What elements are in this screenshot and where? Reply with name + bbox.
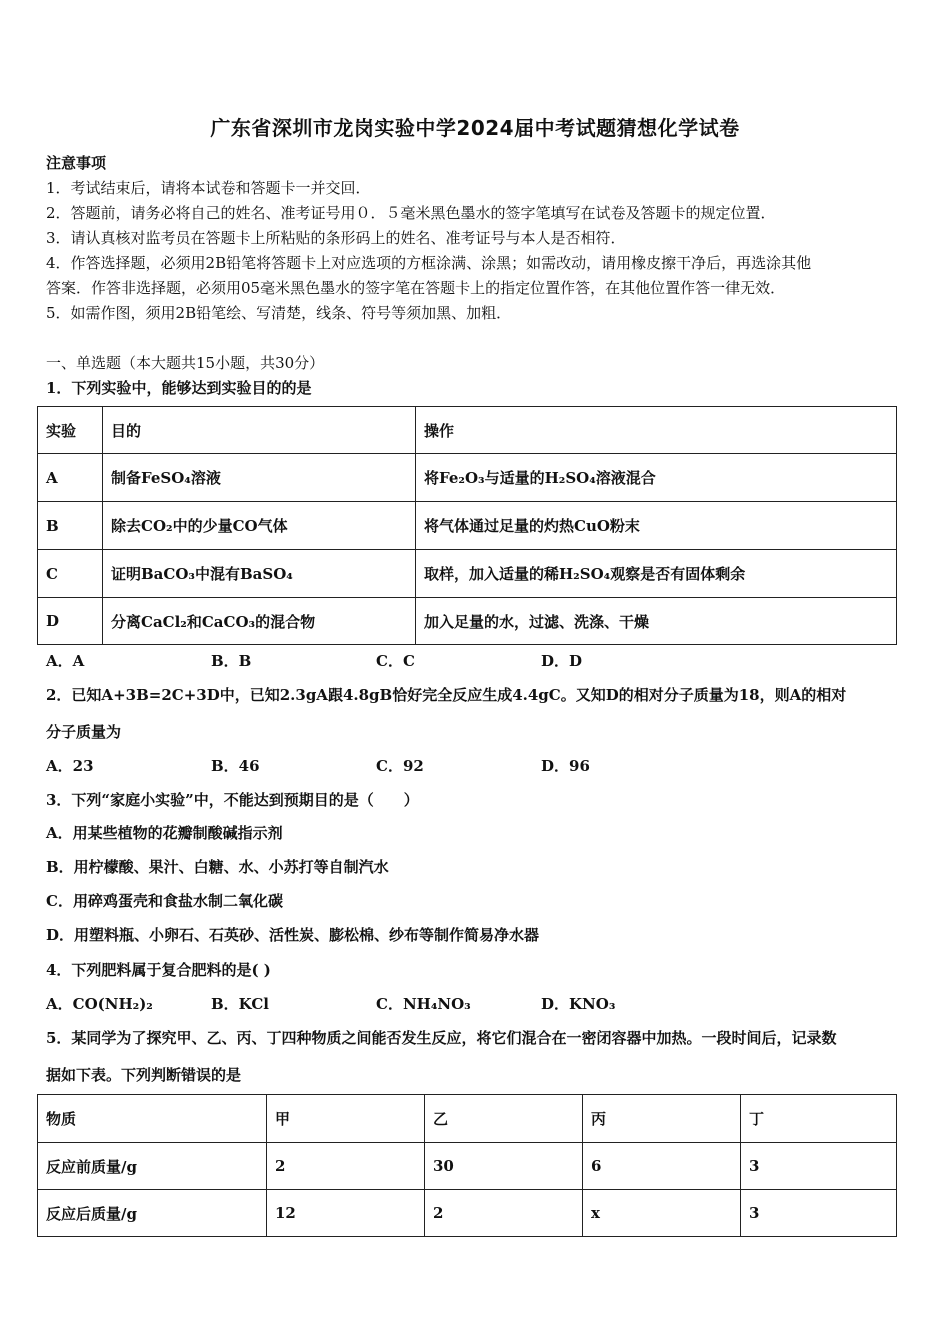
q4-stem: 4．下列肥料属于复合肥料的是( ) bbox=[46, 961, 271, 979]
header-cell: 操作 bbox=[416, 407, 897, 454]
q2-stem-cont: 分子质量为 bbox=[46, 723, 122, 741]
q4-option-a: A．CO(NH₂)₂ bbox=[46, 995, 153, 1013]
q2-option-c: C．92 bbox=[376, 757, 424, 775]
q3-option-b: B．用柠檬酸、果汁、白糖、水、小苏打等自制汽水 bbox=[46, 858, 389, 876]
table-row bbox=[38, 454, 897, 502]
table-cell: 反应后质量/g bbox=[38, 1190, 267, 1237]
q4-option-b: B．KCl bbox=[211, 995, 269, 1013]
table-row bbox=[38, 598, 897, 645]
table-header-row bbox=[38, 1095, 897, 1143]
notice-heading: 注意事项 bbox=[46, 154, 107, 172]
q1-stem: 1．下列实验中，能够达到实验目的的是 bbox=[46, 379, 312, 397]
table-cell: x bbox=[583, 1190, 741, 1237]
table-header-row bbox=[38, 407, 897, 454]
q3-option-a: A．用某些植物的花瓣制酸碱指示剂 bbox=[46, 824, 283, 842]
table-cell: 3 bbox=[741, 1143, 897, 1190]
row-operation: 加入足量的水，过滤、洗涤、干燥 bbox=[416, 598, 897, 645]
notice-item: 4．作答选择题，必须用2B铅笔将答题卡上对应选项的方框涂满、涂黑；如需改动，请用橡皮擦干净后，再选涂其他 bbox=[46, 254, 812, 272]
row-purpose: 证明BaCO₃中混有BaSO₄ bbox=[103, 550, 416, 598]
notice-item: 3．请认真核对监考员在答题卡上所粘贴的条形码上的姓名、准考证号与本人是否相符． bbox=[46, 229, 626, 247]
q5-table bbox=[37, 1094, 897, 1237]
row-label: B bbox=[38, 502, 103, 550]
row-label: C bbox=[38, 550, 103, 598]
q1-option-a: A．A bbox=[46, 652, 85, 670]
table-row bbox=[38, 502, 897, 550]
table-row bbox=[38, 1143, 897, 1190]
header-cell: 乙 bbox=[425, 1095, 583, 1143]
q2-option-d: D．96 bbox=[541, 757, 590, 775]
header-cell: 目的 bbox=[103, 407, 416, 454]
q3-option-c: C．用碎鸡蛋壳和食盐水制二氧化碳 bbox=[46, 892, 283, 910]
q1-table bbox=[37, 406, 897, 645]
q4-option-d: D．KNO₃ bbox=[541, 995, 616, 1013]
row-purpose: 制备FeSO₄溶液 bbox=[103, 454, 416, 502]
table-row bbox=[38, 550, 897, 598]
q2-option-b: B．46 bbox=[211, 757, 260, 775]
row-purpose: 除去CO₂中的少量CO气体 bbox=[103, 502, 416, 550]
q2-option-a: A．23 bbox=[46, 757, 94, 775]
header-cell: 实验 bbox=[38, 407, 103, 454]
table-cell: 2 bbox=[425, 1190, 583, 1237]
q5-stem: 5．某同学为了探究甲、乙、丙、丁四种物质之间能否发生反应，将它们混合在一密闭容器中加热。一段时间后，记录数 bbox=[46, 1029, 837, 1047]
table-row bbox=[38, 1190, 897, 1237]
table-cell: 12 bbox=[267, 1190, 425, 1237]
q5-stem-cont: 据如下表。下列判断错误的是 bbox=[46, 1066, 242, 1084]
notice-item: 5．如需作图，须用2B铅笔绘、写清楚，线条、符号等须加黑、加粗． bbox=[46, 304, 512, 322]
header-cell: 甲 bbox=[267, 1095, 425, 1143]
row-operation: 取样，加入适量的稀H₂SO₄观察是否有固体剩余 bbox=[416, 550, 897, 598]
q3-stem: 3．下列“家庭小实验”中，不能达到预期目的是（ ） bbox=[46, 791, 419, 809]
notice-item: 答案．作答非选择题，必须用05毫米黑色墨水的签字笔在答题卡上的指定位置作答，在其他位置作答一律无效． bbox=[46, 279, 786, 297]
table-cell: 30 bbox=[425, 1143, 583, 1190]
header-cell: 丙 bbox=[583, 1095, 741, 1143]
header-cell: 物质 bbox=[38, 1095, 267, 1143]
row-label: D bbox=[38, 598, 103, 645]
notice-item: 1．考试结束后，请将本试卷和答题卡一并交回． bbox=[46, 179, 371, 197]
table-cell: 2 bbox=[267, 1143, 425, 1190]
q1-option-c: C．C bbox=[376, 652, 415, 670]
table-cell: 3 bbox=[741, 1190, 897, 1237]
table-cell: 反应前质量/g bbox=[38, 1143, 267, 1190]
q4-option-c: C．NH₄NO₃ bbox=[376, 995, 471, 1013]
notice-item: 2．答题前，请务必将自己的姓名、准考证号用０．５毫米黑色墨水的签字笔填写在试卷及答题卡的规定位置． bbox=[46, 204, 776, 222]
table-cell: 6 bbox=[583, 1143, 741, 1190]
q3-option-d: D．用塑料瓶、小卵石、石英砂、活性炭、膨松棉、纱布等制作简易净水器 bbox=[46, 926, 540, 944]
page-title: 广东省深圳市龙岗实验中学2024届中考试题猜想化学试卷 bbox=[210, 116, 740, 140]
q1-option-b: B．B bbox=[211, 652, 252, 670]
header-cell: 丁 bbox=[741, 1095, 897, 1143]
q2-stem: 2．已知A+3B=2C+3D中，已知2.3gA跟4.8gB恰好完全反应生成4.4gC。又知D的相对分子质量为18，则A的相对 bbox=[46, 686, 847, 704]
section-heading: 一、单选题（本大题共15小题，共30分） bbox=[46, 354, 325, 372]
row-operation: 将气体通过足量的灼热CuO粉末 bbox=[416, 502, 897, 550]
q1-option-d: D．D bbox=[541, 652, 583, 670]
row-purpose: 分离CaCl₂和CaCO₃的混合物 bbox=[103, 598, 416, 645]
row-operation: 将Fe₂O₃与适量的H₂SO₄溶液混合 bbox=[416, 454, 897, 502]
row-label: A bbox=[38, 454, 103, 502]
